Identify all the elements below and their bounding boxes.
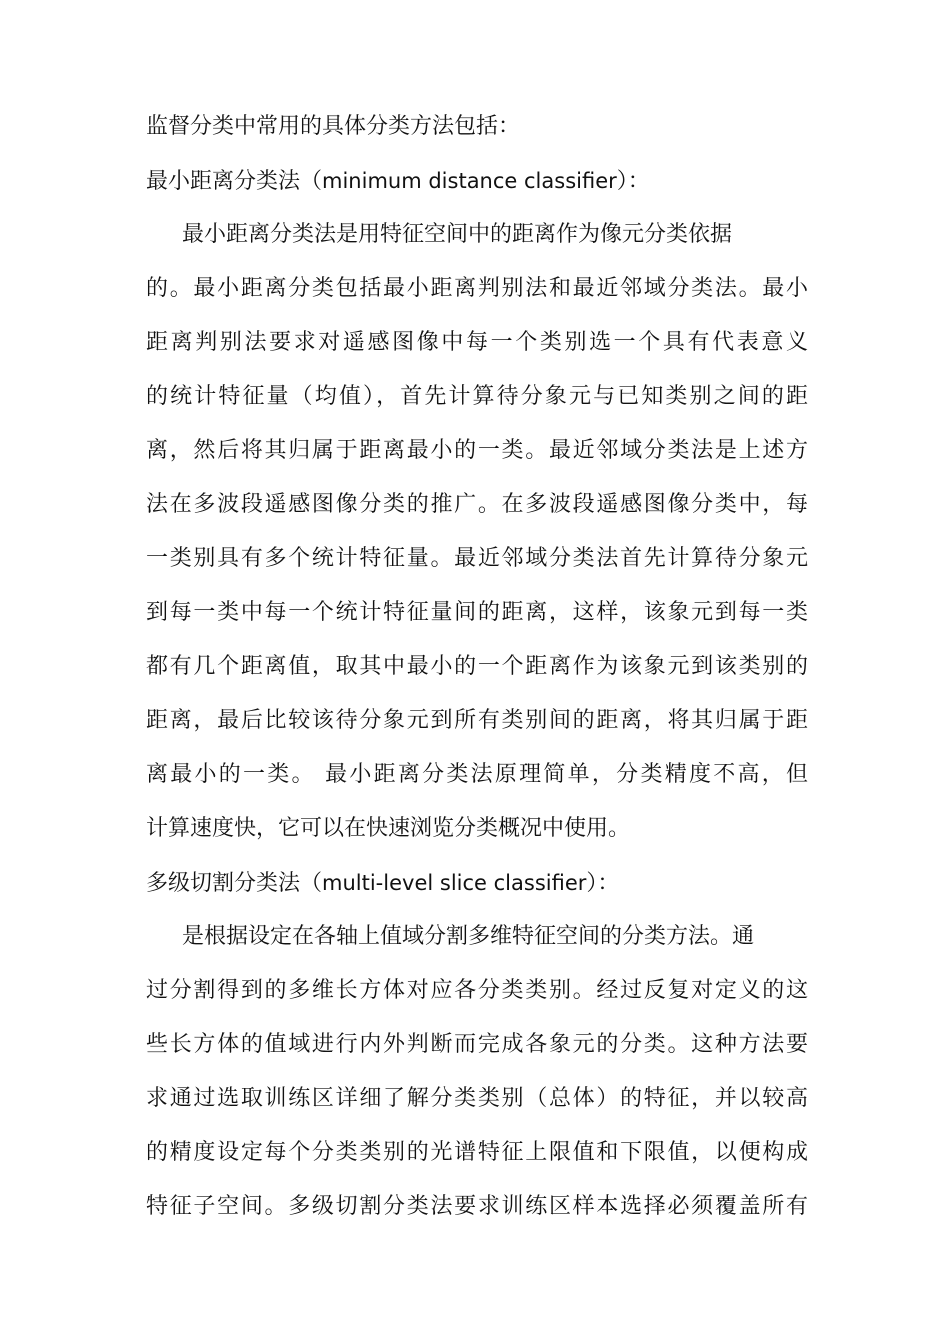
section2-heading-en: multi-level slice classifier: [322, 871, 587, 895]
paragraph-line: 离，然后将其归属于距离最小的一类。最近邻域分类法是上述方: [146, 438, 808, 463]
paragraph-line: 计算速度快，它可以在快速浏览分类概况中使用。: [146, 816, 631, 841]
paragraph-line: 法在多波段遥感图像分类的推广。在多波段遥感图像分类中，每: [146, 492, 808, 517]
section1-heading-end: ）：: [616, 169, 650, 194]
paragraph-line: 离最小的一类。 最小距离分类法原理简单，分类精度不高，但: [146, 762, 808, 787]
paragraph-line: 些长方体的值域进行内外判断而完成各象元的分类。这种方法要: [146, 1032, 808, 1057]
paragraph-line: 的精度设定每个分类类别的光谱特征上限值和下限值，以便构成: [146, 1140, 808, 1165]
paragraph-line: 最小距离分类法是用特征空间中的距离作为像元分类依据: [182, 222, 733, 247]
section1-heading-en: minimum distance classifier: [322, 169, 617, 193]
paragraph-line: 距离判别法要求对遥感图像中每一个类别选一个具有代表意义: [146, 330, 808, 355]
paragraph-line: 的。最小距离分类包括最小距离判别法和最近邻域分类法。最小: [146, 276, 808, 301]
document-page: [146, 112, 808, 1246]
section1-heading-cn: 最小距离分类法（: [146, 169, 323, 194]
paragraph-line: 特征子空间。多级切割分类法要求训练区样本选择必须覆盖所有: [146, 1194, 808, 1219]
intro-line: 监督分类中常用的具体分类方法包括：: [146, 114, 521, 139]
paragraph-line: 到每一类中每一个统计特征量间的距离，这样，该象元到每一类: [146, 600, 808, 625]
paragraph-line: 过分割得到的多维长方体对应各分类类别。经过反复对定义的这: [146, 978, 808, 1003]
section1-paragraph: [146, 220, 808, 844]
paragraph-line: 求通过选取训练区详细了解分类类别（总体）的特征，并以较高: [146, 1086, 808, 1111]
paragraph-line: 是根据设定在各轴上值域分割多维特征空间的分类方法。通: [182, 924, 755, 949]
paragraph-line: 距离，最后比较该待分象元到所有类别间的距离，将其归属于距: [146, 708, 808, 733]
section2-heading-end: ）：: [586, 871, 620, 896]
section2-heading-cn: 多级切割分类法（: [146, 871, 323, 896]
section2-heading: [146, 868, 808, 898]
paragraph-line: 一类别具有多个统计特征量。最近邻域分类法首先计算待分象元: [146, 546, 808, 571]
section2-paragraph: [146, 922, 808, 1222]
paragraph-line: 都有几个距离值，取其中最小的一个距离作为该象元到该类别的: [146, 654, 808, 679]
paragraph-line: 的统计特征量（均值），首先计算待分象元与已知类别之间的距: [146, 384, 808, 409]
section1-heading: [146, 166, 808, 196]
